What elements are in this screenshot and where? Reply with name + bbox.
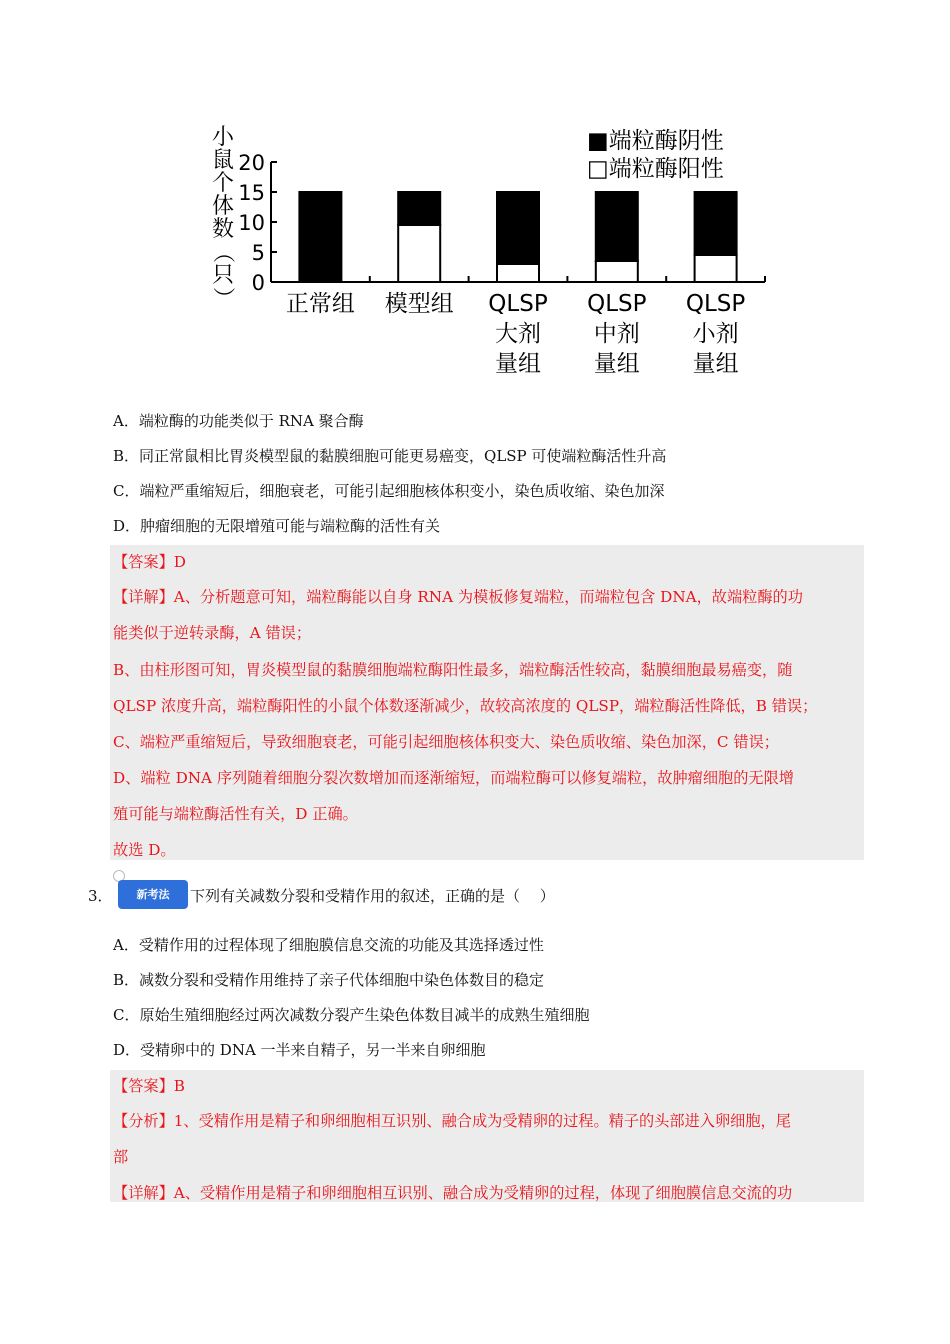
- x-tick-label: 中剂: [593, 321, 640, 347]
- bar-chart: [195, 120, 775, 390]
- bar-segment: [497, 192, 539, 264]
- q3-option-d: D．受精卵中的 DNA 一半来自精子，另一半来自卵细胞: [113, 1041, 486, 1059]
- q3-number: 3．: [88, 887, 113, 905]
- x-tick-label: QLSP: [488, 291, 548, 317]
- y-axis-label-char: 鼠: [211, 148, 235, 173]
- x-tick-label: 大剂: [495, 321, 541, 347]
- q2-detail-line: QLSP 浓度升高，端粒酶阳性的小鼠个体数逐渐减少，故较高浓度的 QLSP，端粒酶活性降低，B 错误；: [113, 697, 818, 715]
- x-tick-label: 模型组: [384, 291, 454, 317]
- q3-answer: 【答案】B: [113, 1077, 185, 1095]
- x-tick-label: 正常组: [285, 291, 355, 317]
- q2-detail-line: C、端粒严重缩短后，导致细胞衰老，可能引起细胞核体积变大、染色质收缩、染色加深，C 错误；: [113, 733, 779, 751]
- y-axis-label-char: 只: [211, 263, 235, 288]
- legend-entry: □端粒酶阳性: [587, 156, 724, 182]
- q3-detail-line: 【详解】A、受精作用是精子和卵细胞相互识别、融合成为受精卵的过程，体现了细胞膜信息交流的功: [113, 1184, 793, 1202]
- y-tick-label: 20: [238, 151, 265, 175]
- x-tick-label: 量组: [692, 351, 739, 377]
- q2-detail-line: 殖可能与端粒酶活性有关，D 正确。: [113, 805, 358, 823]
- q3-option-c: C．原始生殖细胞经过两次减数分裂产生染色体数目减半的成熟生殖细胞: [113, 1006, 590, 1024]
- q2-option-a: A．端粒酶的功能类似于 RNA 聚合酶: [113, 412, 364, 430]
- bar-segment: [596, 192, 638, 261]
- q2-option-c: C．端粒严重缩短后，细胞衰老，可能引起细胞核体积变小，染色质收缩、染色加深: [113, 482, 665, 500]
- q3-analysis-line: 【分析】1、受精作用是精子和卵细胞相互识别、融合成为受精卵的过程。精子的头部进入卵细胞，尾: [113, 1112, 791, 1130]
- y-axis-label-char: 体: [211, 194, 235, 219]
- q2-detail-line: D、端粒 DNA 序列随着细胞分裂次数增加而逐渐缩短，而端粒酶可以修复端粒，故肿瘤细胞的无限增: [113, 769, 794, 787]
- y-axis-label-char: 数: [211, 217, 235, 242]
- y-tick-label: 0: [251, 271, 265, 295]
- y-tick-label: 10: [238, 211, 265, 235]
- bar-segment: [398, 192, 440, 225]
- x-tick-label: 小剂: [692, 321, 739, 347]
- q2-detail-line: 【详解】A、分析题意可知，端粒酶能以自身 RNA 为模板修复端粒，而端粒包含 DNA，故端粒酶的功: [113, 588, 803, 606]
- x-tick-label: QLSP: [587, 291, 647, 317]
- y-axis-label-char: 小: [211, 125, 235, 150]
- y-axis-label-char: （: [210, 240, 235, 264]
- q3-analysis-line: 部: [113, 1148, 129, 1166]
- bar-segment: [695, 192, 737, 255]
- q2-detail-line: B、由柱形图可知，胃炎模型鼠的黏膜细胞端粒酶阳性最多，端粒酶活性较高，黏膜细胞最易癌变，随: [113, 661, 793, 679]
- q2-option-b: B．同正常鼠相比胃炎模型鼠的黏膜细胞可能更易癌变，QLSP 可使端粒酶活性升高: [113, 447, 667, 465]
- bar-segment: [695, 255, 737, 282]
- q3-option-a: A．受精作用的过程体现了细胞膜信息交流的功能及其选择透过性: [113, 936, 544, 954]
- q3-option-b: B．减数分裂和受精作用维持了亲子代体细胞中染色体数目的稳定: [113, 971, 545, 989]
- y-tick-label: 15: [238, 181, 265, 205]
- q2-detail-line: 能类似于逆转录酶，A 错误；: [113, 624, 312, 642]
- q3-stem: 下列有关减数分裂和受精作用的叙述，正确的是（ ）: [190, 887, 555, 905]
- bar-segment: [398, 225, 440, 282]
- bar-segment: [596, 261, 638, 282]
- legend-entry: ■端粒酶阴性: [587, 128, 724, 154]
- bar-segment: [497, 264, 539, 282]
- x-tick-label: 量组: [593, 351, 640, 377]
- new-method-badge: 新考法: [118, 880, 188, 909]
- x-tick-label: QLSP: [685, 291, 746, 317]
- y-tick-label: 5: [251, 241, 265, 265]
- y-axis-label-char: ）: [210, 286, 235, 310]
- bar-segment: [299, 192, 341, 282]
- q2-answer: 【答案】D: [113, 553, 186, 571]
- y-axis-label-char: 个: [211, 171, 235, 196]
- q2-option-d: D．肿瘤细胞的无限增殖可能与端粒酶的活性有关: [113, 517, 441, 535]
- x-tick-label: 量组: [495, 351, 541, 377]
- q2-detail-line: 故选 D。: [113, 841, 176, 859]
